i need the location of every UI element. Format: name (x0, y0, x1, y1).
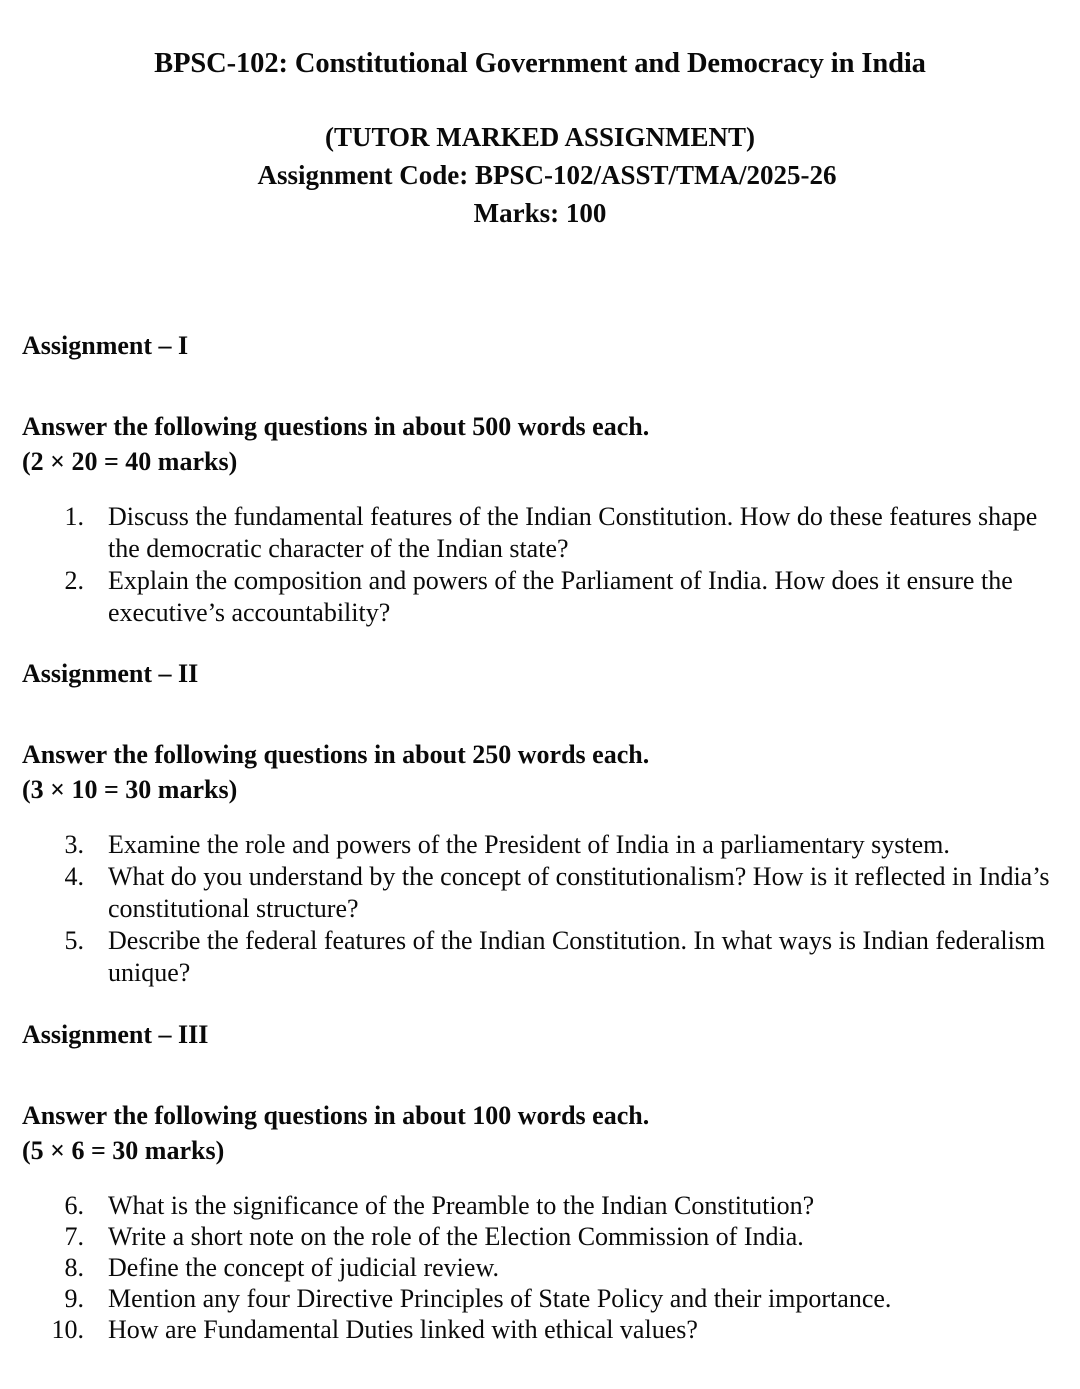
instruction-marks-2: (3 × 10 = 30 marks) (22, 775, 238, 805)
question-text: Mention any four Directive Principles of State Policy and their importance. (108, 1284, 892, 1314)
list-item (22, 925, 1057, 989)
question-text: Examine the role and powers of the President of India in a parliamentary system. (108, 830, 950, 860)
question-list-1 (22, 501, 1057, 629)
assignment-code-line: Assignment Code: BPSC-102/ASST/TMA/2025-26 (257, 160, 837, 190)
section-instructions-3 (22, 1098, 1062, 1168)
question-number: 1. (64, 502, 84, 532)
instruction-marks-3: (5 × 6 = 30 marks) (22, 1136, 225, 1166)
assignment-section-1 (22, 330, 1062, 629)
list-item (22, 1283, 1057, 1314)
list-item (22, 829, 1057, 861)
question-number: 9. (64, 1284, 84, 1314)
question-number: 8. (64, 1253, 84, 1283)
list-item (22, 1314, 1057, 1345)
question-text: What is the significance of the Preamble to the Indian Constitution? (108, 1191, 815, 1221)
question-list-3 (22, 1190, 1057, 1345)
assignment-section-2 (22, 658, 1062, 989)
list-item (22, 861, 1057, 925)
list-item (22, 565, 1057, 629)
instruction-words-1: Answer the following questions in about 500 words each. (22, 412, 650, 442)
section-heading-2: Assignment – II (22, 659, 199, 688)
question-number: 6. (64, 1191, 84, 1221)
question-text: Define the concept of judicial review. (108, 1253, 500, 1283)
question-text: Explain the composition and powers of the Parliament of India. How does it ensure the executive’s accountability? (108, 566, 1013, 628)
question-number: 2. (64, 566, 84, 596)
question-text: Describe the federal features of the Indian Constitution. In what ways is Indian federalism unique? (108, 926, 1046, 988)
marks-line: Marks: 100 (473, 198, 607, 228)
section-heading-3: Assignment – III (22, 1020, 209, 1049)
assignment-section-3 (22, 1019, 1062, 1345)
section-heading-1: Assignment – I (22, 331, 189, 360)
document-header-block (0, 118, 1080, 232)
question-number: 7. (64, 1222, 84, 1252)
list-item (22, 1252, 1057, 1283)
page-title: BPSC-102: Constitutional Government and Democracy in India (154, 48, 926, 79)
question-text: Write a short note on the role of the Election Commission of India. (108, 1222, 804, 1252)
question-text: Discuss the fundamental features of the Indian Constitution. How do these features shape the democratic character of the Indian state? (108, 502, 1038, 564)
assignment-type-line: (TUTOR MARKED ASSIGNMENT) (324, 122, 756, 152)
question-number: 5. (64, 926, 84, 956)
instruction-words-2: Answer the following questions in about 250 words each. (22, 740, 650, 770)
list-item (22, 501, 1057, 565)
list-item (22, 1221, 1057, 1252)
question-number: 4. (64, 862, 84, 892)
list-item (22, 1190, 1057, 1221)
question-text: What do you understand by the concept of constitutionalism? How is it reflected in India’s constitutional structure? (108, 862, 1050, 924)
instruction-words-3: Answer the following questions in about 100 words each. (22, 1101, 650, 1131)
question-number: 3. (64, 830, 84, 860)
question-number: 10. (51, 1315, 84, 1345)
section-instructions-1 (22, 409, 1062, 479)
instruction-marks-1: (2 × 20 = 40 marks) (22, 447, 238, 477)
section-instructions-2 (22, 737, 1062, 807)
question-text: How are Fundamental Duties linked with ethical values? (108, 1315, 698, 1345)
question-list-2 (22, 829, 1057, 989)
